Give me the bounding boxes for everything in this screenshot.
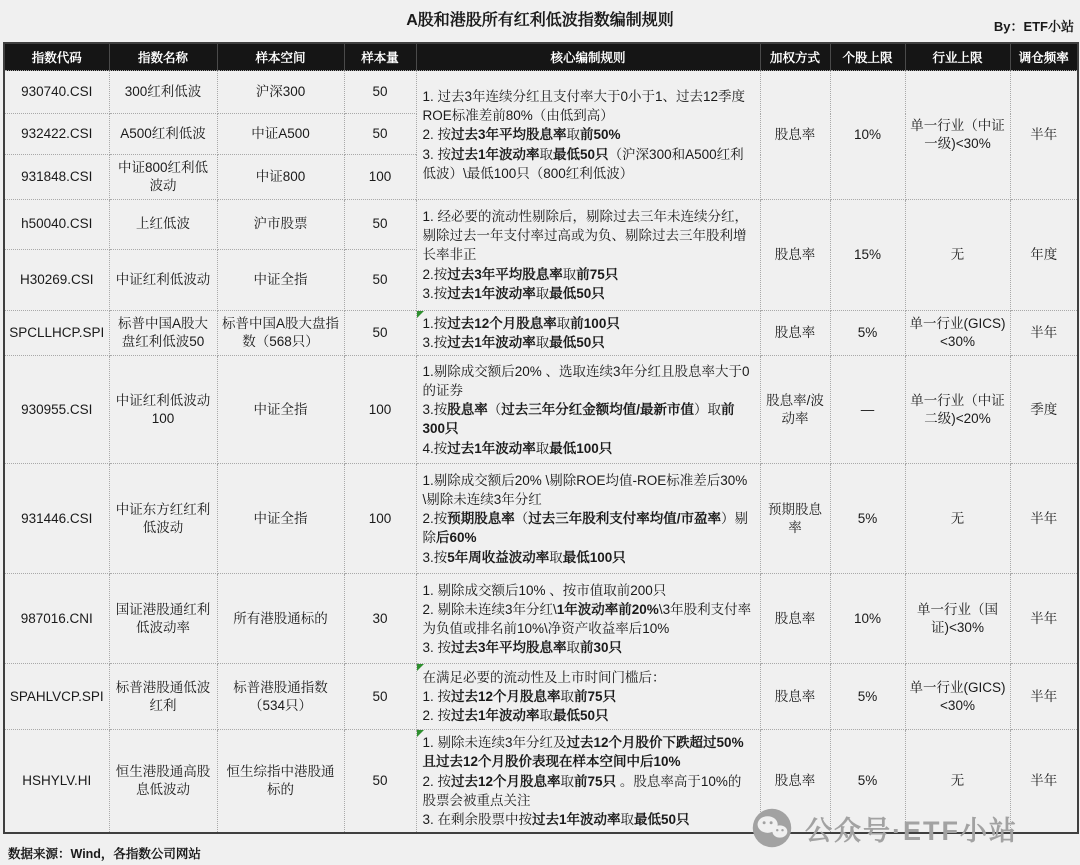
industry-cap-cell: 单一行业（国证)<30%	[905, 574, 1010, 664]
weighting-cell: 股息率	[760, 311, 830, 356]
rule-line: 1. 过去3年连续分红且支付率大于0小于1、过去12季度ROE标准差前80%（由低到高）	[422, 89, 746, 124]
rule-line: 2. 按过去12个月股息率取前75只 。股息率高于10%的股票会被重点关注	[422, 773, 742, 808]
stock-cap-cell: 5%	[830, 664, 905, 730]
index-name-cell: 国证港股通红利低波动率	[109, 574, 217, 664]
sample-space-cell: 中证800	[217, 155, 344, 200]
index-name-cell: 恒生港股通高股息低波动	[109, 730, 217, 833]
rebalance-cell: 半年	[1010, 71, 1078, 200]
stock-cap-cell: 15%	[830, 200, 905, 311]
index-code-cell: HSHYLV.HI	[4, 730, 109, 833]
sample-size-cell: 50	[344, 200, 416, 250]
index-name-cell: 标普港股通低波红利	[109, 664, 217, 730]
sample-space-cell: 中证全指	[217, 250, 344, 311]
watermark-label: 公众号·ETF小站	[805, 815, 1018, 846]
rebalance-cell: 半年	[1010, 464, 1078, 574]
weighting-cell: 股息率	[760, 730, 830, 833]
rule-line: 3. 在剩余股票中按过去1年波动率取最低50只	[422, 811, 690, 827]
rules-cell	[416, 664, 760, 730]
rules-cell	[416, 200, 760, 311]
sample-size-cell: 50	[344, 250, 416, 311]
index-code-cell: h50040.CSI	[4, 200, 109, 250]
rule-line: 1. 剔除成交额后10% 、按市值取前200只	[422, 582, 667, 598]
index-code-cell: H30269.CSI	[4, 250, 109, 311]
rule-line: 3. 按过去1年波动率取最低50只（沪深300和A500红利低波）\最低100只（800红利低波）	[422, 146, 744, 181]
rule-line: 3.按过去1年波动率取最低50只	[422, 335, 605, 351]
index-name-cell: 上红低波	[109, 200, 217, 250]
rules-cell	[416, 356, 760, 464]
sample-space-cell: 中证全指	[217, 464, 344, 574]
industry-cap-cell: 无	[905, 200, 1010, 311]
industry-cap-cell: 单一行业(GICS)<30%	[905, 311, 1010, 356]
byline: By：ETF小站	[993, 19, 1074, 34]
table-row	[4, 71, 1078, 114]
table-row	[4, 311, 1078, 356]
index-code-cell: 931446.CSI	[4, 464, 109, 574]
rule-line: 2.按过去3年平均股息率取前75只	[422, 266, 619, 282]
sample-size-cell: 50	[344, 71, 416, 114]
rule-line: 3. 按过去3年平均股息率取前30只	[422, 639, 623, 655]
page-title: A股和港股所有红利低波指数编制规则	[406, 12, 674, 29]
index-code-cell: 931848.CSI	[4, 155, 109, 200]
sample-space-cell: 恒生综指中港股通标的	[217, 730, 344, 833]
table-row	[4, 664, 1078, 730]
rule-line: 3.按股息率（过去三年分红金额均值/最新市值）取前300只	[422, 402, 735, 437]
col-stock-cap: 个股上限	[830, 43, 905, 71]
sample-space-cell: 中证A500	[217, 114, 344, 155]
col-sample-size: 样本量	[344, 43, 416, 71]
sample-space-cell: 沪市股票	[217, 200, 344, 250]
index-code-cell: SPCLLHCP.SPI	[4, 311, 109, 356]
index-code-cell: SPAHLVCP.SPI	[4, 664, 109, 730]
index-name-cell: 300红利低波	[109, 71, 217, 114]
rules-cell	[416, 730, 760, 833]
rebalance-cell: 半年	[1010, 730, 1078, 833]
rule-line: 2. 按过去3年平均股息率取前50%	[422, 127, 621, 143]
weighting-cell: 股息率	[760, 200, 830, 311]
col-industry-cap: 行业上限	[905, 43, 1010, 71]
table-row	[4, 574, 1078, 664]
sample-size-cell: 50	[344, 311, 416, 356]
title-bar	[0, 0, 1080, 42]
sample-size-cell: 100	[344, 464, 416, 574]
table-header-row	[4, 43, 1078, 71]
table-row	[4, 356, 1078, 464]
index-code-cell: 932422.CSI	[4, 114, 109, 155]
rebalance-cell: 季度	[1010, 356, 1078, 464]
weighting-cell: 预期股息率	[760, 464, 830, 574]
table-row	[4, 730, 1078, 833]
stock-cap-cell: 5%	[830, 311, 905, 356]
col-sample-space: 样本空间	[217, 43, 344, 71]
index-code-cell: 930740.CSI	[4, 71, 109, 114]
rule-line: 3.按过去1年波动率取最低50只	[422, 285, 605, 301]
rules-cell	[416, 574, 760, 664]
index-code-cell: 930955.CSI	[4, 356, 109, 464]
table-row	[4, 464, 1078, 574]
index-code-cell: 987016.CNI	[4, 574, 109, 664]
rules-cell	[416, 464, 760, 574]
stock-cap-cell: 5%	[830, 464, 905, 574]
sample-space-cell: 中证全指	[217, 356, 344, 464]
index-name-cell: A500红利低波	[109, 114, 217, 155]
sample-size-cell: 50	[344, 730, 416, 833]
rule-line: 1. 经必要的流动性剔除后，剔除过去三年未连续分红，剔除过去一年支付率过高或为负、剔除过去三年股利增长率非正	[422, 209, 749, 263]
rebalance-cell: 半年	[1010, 311, 1078, 356]
rule-line: 2.按预期股息率（过去三年股利支付率均值/市盈率）剔除后60%	[422, 511, 749, 546]
rule-line: 1. 按过去12个月股息率取前75只	[422, 689, 617, 705]
sample-size-cell: 50	[344, 114, 416, 155]
weighting-cell: 股息率	[760, 664, 830, 730]
rule-line: 2. 按过去1年波动率取最低50只	[422, 708, 609, 724]
sample-space-cell: 标普港股通指数（534只）	[217, 664, 344, 730]
col-index-code: 指数代码	[4, 43, 109, 71]
weighting-cell: 股息率	[760, 71, 830, 200]
weighting-cell: 股息率/波动率	[760, 356, 830, 464]
rule-line: 1.按过去12个月股息率取前100只	[422, 316, 620, 331]
stock-cap-cell: 5%	[830, 730, 905, 833]
rule-line: 3.按5年周收益波动率取最低100只	[422, 549, 626, 565]
data-source-note: 数据来源：Wind，各指数公司网站	[8, 847, 201, 862]
col-core-rules: 核心编制规则	[416, 43, 760, 71]
industry-cap-cell: 单一行业(GICS)<30%	[905, 664, 1010, 730]
index-name-cell: 标普中国A股大盘红利低波50	[109, 311, 217, 356]
sample-size-cell: 30	[344, 574, 416, 664]
rule-line: 1.剔除成交额后20% \剔除ROE均值-ROE标准差后30% \剔除未连续3年分红	[422, 472, 748, 508]
industry-cap-cell: 单一行业（中证一级)<30%	[905, 71, 1010, 200]
rules-cell	[416, 71, 760, 200]
sample-space-cell: 沪深300	[217, 71, 344, 114]
stock-cap-cell: —	[830, 356, 905, 464]
col-weighting: 加权方式	[760, 43, 830, 71]
industry-cap-cell: 单一行业（中证二级)<20%	[905, 356, 1010, 464]
sample-space-cell: 所有港股通标的	[217, 574, 344, 664]
industry-cap-cell: 无	[905, 730, 1010, 833]
rule-line: 1. 剔除未连续3年分红及过去12个月股价下跌超过50%且过去12个月股价表现在样本空间中后10%	[422, 735, 744, 770]
index-name-cell: 中证800红利低波动	[109, 155, 217, 200]
sample-space-cell: 标普中国A股大盘指数（568只）	[217, 311, 344, 356]
index-name-cell: 中证红利低波动	[109, 250, 217, 311]
rebalance-cell: 半年	[1010, 574, 1078, 664]
rules-cell	[416, 311, 760, 356]
index-name-cell: 中证红利低波动100	[109, 356, 217, 464]
rule-line: 2. 剔除未连续3年分红\1年波动率前20%\3年股利支付率为负值或排名前10%\净资产收益率后10%	[422, 601, 752, 636]
rule-line: 1.剔除成交额后20% 、选取连续3年分红且股息率大于0的证券	[422, 363, 750, 399]
col-index-name: 指数名称	[109, 43, 217, 71]
col-rebalance-freq: 调仓频率	[1010, 43, 1078, 71]
stock-cap-cell: 10%	[830, 574, 905, 664]
index-rules-table	[3, 42, 1079, 834]
rule-line: 4.按过去1年波动率取最低100只	[422, 440, 613, 456]
industry-cap-cell: 无	[905, 464, 1010, 574]
weighting-cell: 股息率	[760, 574, 830, 664]
rebalance-cell: 年度	[1010, 200, 1078, 311]
index-name-cell: 中证东方红红利低波动	[109, 464, 217, 574]
stock-cap-cell: 10%	[830, 71, 905, 200]
sample-size-cell: 50	[344, 664, 416, 730]
table-row	[4, 200, 1078, 250]
sample-size-cell: 100	[344, 356, 416, 464]
sample-size-cell: 100	[344, 155, 416, 200]
rebalance-cell: 半年	[1010, 664, 1078, 730]
rule-line: 在满足必要的流动性及上市时间门槛后：	[422, 670, 666, 686]
